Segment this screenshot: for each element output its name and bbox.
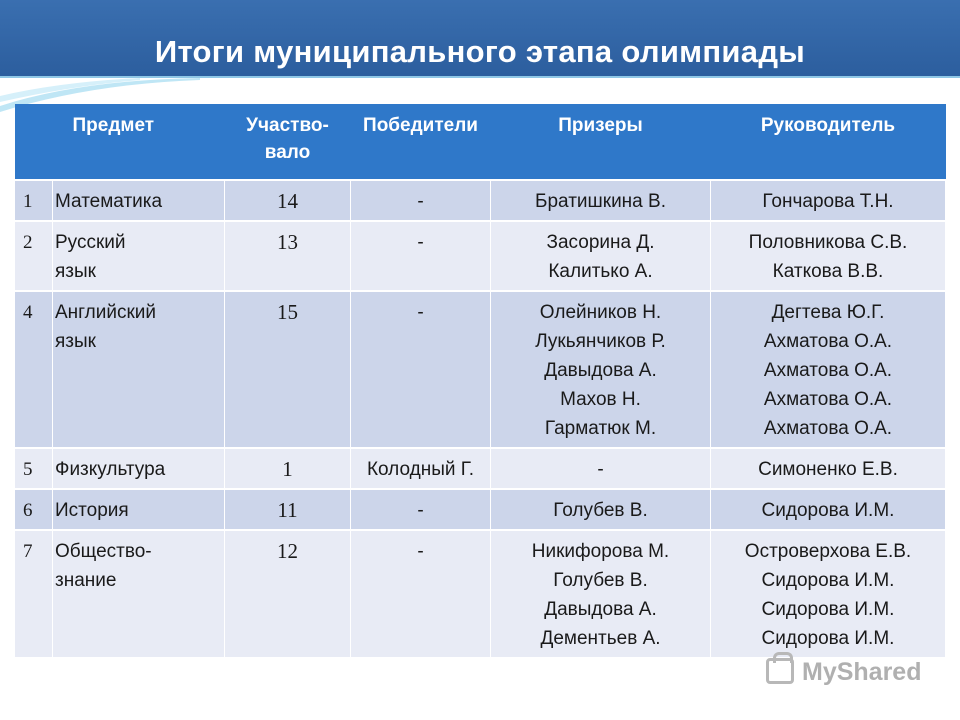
subject-cell-line: язык	[55, 331, 96, 352]
participants-cell: 15	[225, 291, 351, 448]
prizewinners-cell-line: Голубев В.	[553, 500, 648, 521]
table-row	[15, 448, 946, 489]
table-row	[15, 530, 946, 658]
header-participants: Участво- вало	[225, 104, 351, 180]
subject-cell	[53, 180, 225, 221]
participants-cell: 1	[225, 448, 351, 489]
subject-cell	[53, 489, 225, 530]
slide-title: Итоги муниципального этапа олимпиады	[154, 34, 806, 69]
row-number: 6	[15, 489, 53, 530]
prizewinners-cell	[491, 448, 711, 489]
subject-cell	[53, 530, 225, 658]
subject-cell	[53, 291, 225, 448]
supervisor-cell-line: Сидорова И.М.	[761, 570, 895, 591]
subject-cell-line: знание	[55, 570, 117, 591]
prizewinners-cell-line: Никифорова М.	[531, 541, 670, 562]
watermark-text: MyShared	[802, 658, 922, 686]
header-winners: Победители	[351, 104, 491, 180]
supervisor-cell-line: Сидорова И.М.	[761, 500, 895, 521]
row-number: 2	[15, 221, 53, 291]
prizewinners-cell-line: Давыдова А.	[544, 599, 657, 620]
prizewinners-cell-line: Олейников Н.	[539, 302, 662, 323]
supervisor-cell-line: Гончарова Т.Н.	[762, 191, 894, 212]
winners-cell: -	[351, 530, 491, 658]
winners-cell: -	[351, 221, 491, 291]
results-table	[14, 104, 946, 658]
prizewinners-cell-line: Гарматюк М.	[544, 418, 657, 439]
row-number: 1	[15, 180, 53, 221]
header-prizewinners: Призеры	[491, 104, 711, 180]
row-number: 5	[15, 448, 53, 489]
prizewinners-cell-line: Давыдова А.	[544, 360, 657, 381]
supervisor-cell-line: Ахматова О.А.	[763, 418, 893, 439]
row-number: 4	[15, 291, 53, 448]
header-num	[15, 104, 53, 180]
table-row	[15, 489, 946, 530]
subject-cell	[53, 221, 225, 291]
supervisor-cell	[711, 180, 946, 221]
subject-cell-line: История	[55, 500, 129, 521]
prizewinners-cell-line: Дементьев А.	[540, 628, 661, 649]
watermark-logo	[766, 656, 936, 692]
results-table-wrap	[14, 104, 945, 658]
participants-cell: 14	[225, 180, 351, 221]
prizewinners-cell	[491, 291, 711, 448]
subject-cell	[53, 448, 225, 489]
prizewinners-cell	[491, 530, 711, 658]
supervisor-cell	[711, 291, 946, 448]
prizewinners-cell-line: Братишкина В.	[535, 191, 666, 212]
winners-cell: -	[351, 180, 491, 221]
prizewinners-cell	[491, 489, 711, 530]
winners-cell: Колодный Г.	[351, 448, 491, 489]
prizewinners-cell-line: Засорина Д.	[546, 232, 655, 253]
supervisor-cell-line: Дегтева Ю.Г.	[771, 302, 885, 323]
supervisor-cell-line: Ахматова О.А.	[763, 389, 893, 410]
supervisor-cell-line: Симоненко Е.В.	[758, 459, 898, 480]
subject-cell-line: Математика	[55, 191, 163, 212]
subject-cell-line: язык	[55, 261, 96, 282]
subject-cell-line: Английский	[55, 302, 157, 323]
supervisor-cell	[711, 448, 946, 489]
row-number: 7	[15, 530, 53, 658]
table-row	[15, 291, 946, 448]
supervisor-cell-line: Островерхова Е.В.	[744, 541, 912, 562]
participants-cell: 12	[225, 530, 351, 658]
table-row	[15, 221, 946, 291]
header-subject: Предмет	[53, 104, 225, 180]
prizewinners-cell	[491, 180, 711, 221]
supervisor-cell-line: Ахматова О.А.	[763, 360, 893, 381]
supervisor-cell	[711, 221, 946, 291]
title-bar	[0, 0, 960, 78]
prizewinners-cell-line: Лукьянчиков Р.	[535, 331, 666, 352]
supervisor-cell-line: Сидорова И.М.	[761, 628, 895, 649]
prizewinners-cell	[491, 221, 711, 291]
prizewinners-cell-line: Калитько А.	[548, 261, 653, 282]
supervisor-cell-line: Сидорова И.М.	[761, 599, 895, 620]
briefcase-icon	[766, 658, 794, 684]
supervisor-cell-line: Половникова С.В.	[748, 232, 908, 253]
supervisor-cell	[711, 530, 946, 658]
participants-cell: 13	[225, 221, 351, 291]
participants-cell: 11	[225, 489, 351, 530]
prizewinners-cell-line: Махов Н.	[560, 389, 641, 410]
subject-cell-line: Общество-	[55, 541, 152, 562]
table-header-row	[15, 104, 946, 180]
winners-cell: -	[351, 489, 491, 530]
prizewinners-cell-line: -	[597, 459, 604, 480]
winners-cell: -	[351, 291, 491, 448]
header-supervisor: Руководитель	[711, 104, 946, 180]
supervisor-cell-line: Ахматова О.А.	[763, 331, 893, 352]
supervisor-cell	[711, 489, 946, 530]
subject-cell-line: Русский	[55, 232, 126, 253]
prizewinners-cell-line: Голубев В.	[553, 570, 648, 591]
supervisor-cell-line: Каткова В.В.	[772, 261, 884, 282]
table-row	[15, 180, 946, 221]
subject-cell-line: Физкультура	[55, 459, 166, 480]
